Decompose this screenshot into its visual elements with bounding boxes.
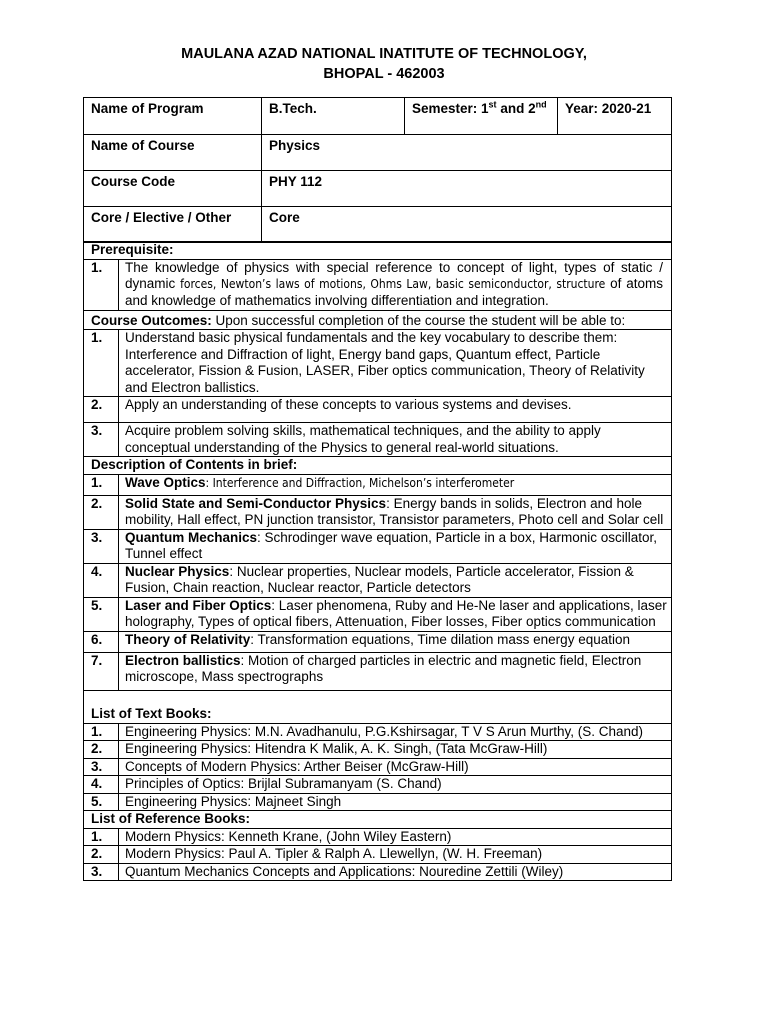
course-label: Name of Course: [84, 135, 262, 171]
reference-books-heading-row: [84, 811, 672, 829]
semester-cell: Semester: 1st and 2nd: [405, 98, 558, 135]
content-text: Wave Optics: Interference and Diffraction, Michelson’s interferometer: [119, 474, 672, 495]
outcome-text: Understand basic physical fundamentals and the key vocabulary to describe them: Interference and Diffraction of light, Energy band gaps, Quantum effect, Particle accelerator, Fission & Fusion, LASER, Fiber optics communication, Theory of Relativity and Electron ballistics.: [119, 330, 672, 397]
reference-book-text: Modern Physics: Paul A. Tipler & Ralph A. Llewellyn, (W. H. Freeman): [119, 846, 672, 864]
course-value: Physics: [262, 135, 672, 171]
text-book-text: Concepts of Modern Physics: Arther Beiser (McGraw-Hill): [119, 758, 672, 776]
program-row: [84, 98, 672, 135]
content-text: Solid State and Semi-Conductor Physics: Energy bands in solids, Electron and hole mobility, Hall effect, PN junction transistor, Transistor parameters, Photo cell and Solar cell: [119, 495, 672, 529]
outcomes-heading: Course Outcomes: Upon successful completion of the course the student will be able to:: [84, 310, 672, 330]
content-text: Nuclear Physics: Nuclear properties, Nuclear models, Particle accelerator, Fission & Fusion, Chain reaction, Nuclear reactor, Particle detectors: [119, 563, 672, 597]
prerequisite-heading: Prerequisite:: [84, 242, 672, 260]
course-row: [84, 135, 672, 171]
reference-book-text: Modern Physics: Kenneth Krane, (John Wiley Eastern): [119, 828, 672, 846]
prerequisite-number: 1.: [84, 259, 119, 310]
text-book-item: 5. Engineering Physics: Majneet Singh: [84, 793, 672, 811]
course-code-value: PHY 112: [262, 171, 672, 207]
text-book-text: Engineering Physics: Hitendra K Malik, A. K. Singh, (Tata McGraw-Hill): [119, 741, 672, 759]
text-book-item: 3. Concepts of Modern Physics: Arther Beiser (McGraw-Hill): [84, 758, 672, 776]
reference-books-heading: List of Reference Books:: [84, 811, 672, 829]
content-text: Theory of Relativity: Transformation equations, Time dilation mass energy equation: [119, 631, 672, 652]
content-item: 7. Electron ballistics: Motion of charged particles in electric and magnetic field, Electron microscope, Mass spectrographs: [84, 652, 672, 690]
text-books-heading: List of Text Books:: [84, 690, 672, 723]
content-text: Quantum Mechanics: Schrodinger wave equation, Particle in a box, Harmonic oscillator, Tunnel effect: [119, 529, 672, 563]
outcome-item: 3. Acquire problem solving skills, mathematical techniques, and the ability to apply conceptual understanding of the Physics to general real-world situations.: [84, 423, 672, 457]
course-type-row: [84, 207, 672, 243]
outcome-text: Acquire problem solving skills, mathematical techniques, and the ability to apply conceptual understanding of the Physics to general real-world situations.: [119, 423, 672, 457]
course-code-row: [84, 171, 672, 207]
prerequisite-heading-row: [84, 242, 672, 260]
text-books-heading-row: [84, 690, 672, 723]
year-cell: Year: 2020-21: [558, 98, 672, 135]
course-type-value: Core: [262, 207, 672, 243]
document-header: [0, 44, 768, 84]
course-code-label: Course Code: [84, 171, 262, 207]
institute-address: BHOPAL - 462003: [323, 66, 445, 82]
content-text: Laser and Fiber Optics: Laser phenomena, Ruby and He-Ne laser and applications, laser holography, Types of optical fibers, Attenuation, Fiber losses, Fiber optics communication: [119, 597, 672, 631]
content-item: 5. Laser and Fiber Optics: Laser phenomena, Ruby and He-Ne laser and applications, laser holography, Types of optical fibers, Attenuation, Fiber losses, Fiber optics communication: [84, 597, 672, 631]
text-book-text: Principles of Optics: Brijlal Subramanyam (S. Chand): [119, 776, 672, 794]
text-book-item: 2. Engineering Physics: Hitendra K Malik, A. K. Singh, (Tata McGraw-Hill): [84, 741, 672, 759]
text-book-item: 4. Principles of Optics: Brijlal Subramanyam (S. Chand): [84, 776, 672, 794]
outcome-item: 1. Understand basic physical fundamentals and the key vocabulary to describe them: Interference and Diffraction of light, Energy band gaps, Quantum effect, Particle accelerator, Fission & Fusion, LASER, Fiber optics communication, Theory of Relativity and Electron ballistics.: [84, 330, 672, 397]
content-item: 1. Wave Optics: Interference and Diffraction, Michelson’s interferometer: [84, 474, 672, 495]
outcome-item: 2. Apply an understanding of these concepts to various systems and devises.: [84, 397, 672, 423]
program-label: Name of Program: [84, 98, 262, 135]
prerequisite-item: [84, 259, 672, 310]
course-type-label: Core / Elective / Other: [84, 207, 262, 243]
prerequisite-text: The knowledge of physics with special reference to concept of light, types of static / dynamic forces, Newton’s laws of motions, Ohms Law, basic semiconductor, structure of atoms and knowledge of mathematics involving differentiation and integration.: [119, 259, 672, 310]
reference-book-item: 2. Modern Physics: Paul A. Tipler & Ralph A. Llewellyn, (W. H. Freeman): [84, 846, 672, 864]
contents-heading-row: [84, 457, 672, 475]
program-info-table: [83, 97, 672, 243]
institute-name: MAULANA AZAD NATIONAL INATITUTE OF TECHNOLOGY,: [181, 46, 587, 62]
reference-book-text: Quantum Mechanics Concepts and Applications: Nouredine Zettili (Wiley): [119, 863, 672, 881]
content-item: 2. Solid State and Semi-Conductor Physics: Energy bands in solids, Electron and hole mobility, Hall effect, PN junction transistor, Transistor parameters, Photo cell and Solar cell: [84, 495, 672, 529]
content-item: 3. Quantum Mechanics: Schrodinger wave equation, Particle in a box, Harmonic oscillator, Tunnel effect: [84, 529, 672, 563]
content-item: 6. Theory of Relativity: Transformation equations, Time dilation mass energy equation: [84, 631, 672, 652]
text-book-item: 1. Engineering Physics: M.N. Avadhanulu, P.G.Kshirsagar, T V S Arun Murthy, (S. Chand): [84, 723, 672, 741]
program-value: B.Tech.: [262, 98, 405, 135]
contents-heading: Description of Contents in brief:: [84, 457, 672, 475]
outcome-text: Apply an understanding of these concepts to various systems and devises.: [119, 397, 672, 423]
reference-book-item: 3. Quantum Mechanics Concepts and Applications: Nouredine Zettili (Wiley): [84, 863, 672, 881]
text-book-text: Engineering Physics: Majneet Singh: [119, 793, 672, 811]
syllabus-details-table: [83, 241, 672, 881]
text-book-text: Engineering Physics: M.N. Avadhanulu, P.G.Kshirsagar, T V S Arun Murthy, (S. Chand): [119, 723, 672, 741]
content-item: 4. Nuclear Physics: Nuclear properties, Nuclear models, Particle accelerator, Fission & Fusion, Chain reaction, Nuclear reactor, Particle detectors: [84, 563, 672, 597]
content-text: Electron ballistics: Motion of charged particles in electric and magnetic field, Electron microscope, Mass spectrographs: [119, 652, 672, 690]
reference-book-item: 1. Modern Physics: Kenneth Krane, (John Wiley Eastern): [84, 828, 672, 846]
outcomes-heading-row: [84, 310, 672, 330]
